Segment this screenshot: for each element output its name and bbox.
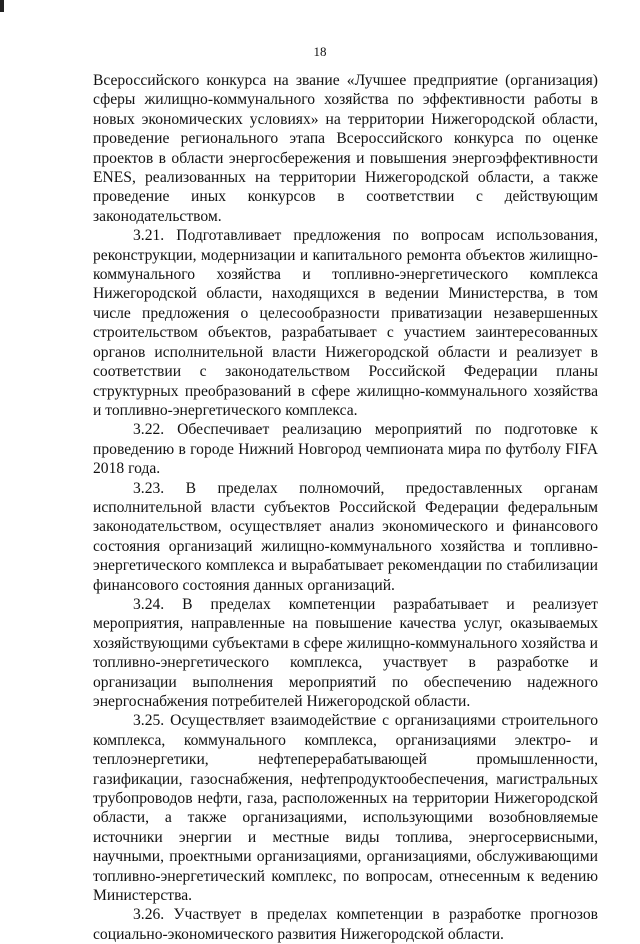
- page-number: 18: [313, 44, 327, 59]
- paragraph-3-26: 3.26. Участвует в пределах компетенции в разработке прогнозов социально-экономического развития Нижегородской области.: [93, 906, 598, 943]
- document-body: [93, 71, 598, 944]
- paragraph-3-22: 3.22. Обеспечивает реализацию мероприятий по подготовке к проведению в городе Нижний Новгород чемпионата мира по футболу FIFA 2018 года.: [93, 421, 598, 478]
- paragraph-continuation: Всероссийского конкурса на звание «Лучшее предприятие (организация) сферы жилищно-коммунального хозяйства по эффективности работы в новых экономических условиях» на территории Нижегородской области, проведение регионального этапа Всероссийского конкурса по оценке проектов в области энергосбережения и повышения энергоэффективности ENES, реализованных на территории Нижегородской области, а также проведение иных конкурсов в соответствии с действующим законодательством.: [93, 72, 598, 225]
- paragraph-3-23: 3.23. В пределах полномочий, предоставленных органам исполнительной власти субъектов Российской Федерации федеральным законодательством, осуществляет анализ экономического и финансового состояния организаций жилищно-коммунального хозяйства и топливно-энергетического комплекса и вырабатывает рекомендации по стабилизации финансового состояния данных организаций.: [93, 479, 598, 594]
- scan-corner-mark: [0, 0, 4, 12]
- paragraph-3-24: 3.24. В пределах компетенции разрабатывает и реализует мероприятия, направленные на повышение качества услуг, оказываемых хозяйствующими субъектами в сфере жилищно-коммунального хозяйства и топливно-энергетического комплекса, участвует в разработке и организации выполнения мероприятий по обеспечению надежного энергоснабжения потребителей Нижегородской области.: [93, 595, 598, 710]
- paragraph-3-25: 3.25. Осуществляет взаимодействие с организациями строительного комплекса, коммунального комплекса, организациями электро- и теплоэнергетики, нефтеперерабатывающей промышленности, газификации, газоснабжения, нефтепродуктообеспечения, магистральных трубопроводов нефти, газа, расположенных на территории Нижегородской области, а также организациями, использующими возобновляемые источники энергии и местные виды топлива, энергосервисными, научными, проектными организациями, организациями, обслуживающими топливно-энергетический комплекс, по вопросам, отнесенным к ведению Министерства.: [93, 712, 598, 905]
- paragraph-3-21: 3.21. Подготавливает предложения по вопросам использования, реконструкции, модернизации и капитального ремонта объектов жилищно-коммунального хозяйства и топливно-энергетического комплекса Нижегородской области, находящихся в ведении Министерства, в том числе предложения о целесообразности приватизации незавершенных строительством объектов, разрабатывает с участием заинтересованных органов исполнительной власти Нижегородской области и реализует в соответствии с законодательством Российской Федерации планы структурных преобразований в сфере жилищно-коммунального хозяйства и топливно-энергетического комплекса.: [93, 227, 598, 419]
